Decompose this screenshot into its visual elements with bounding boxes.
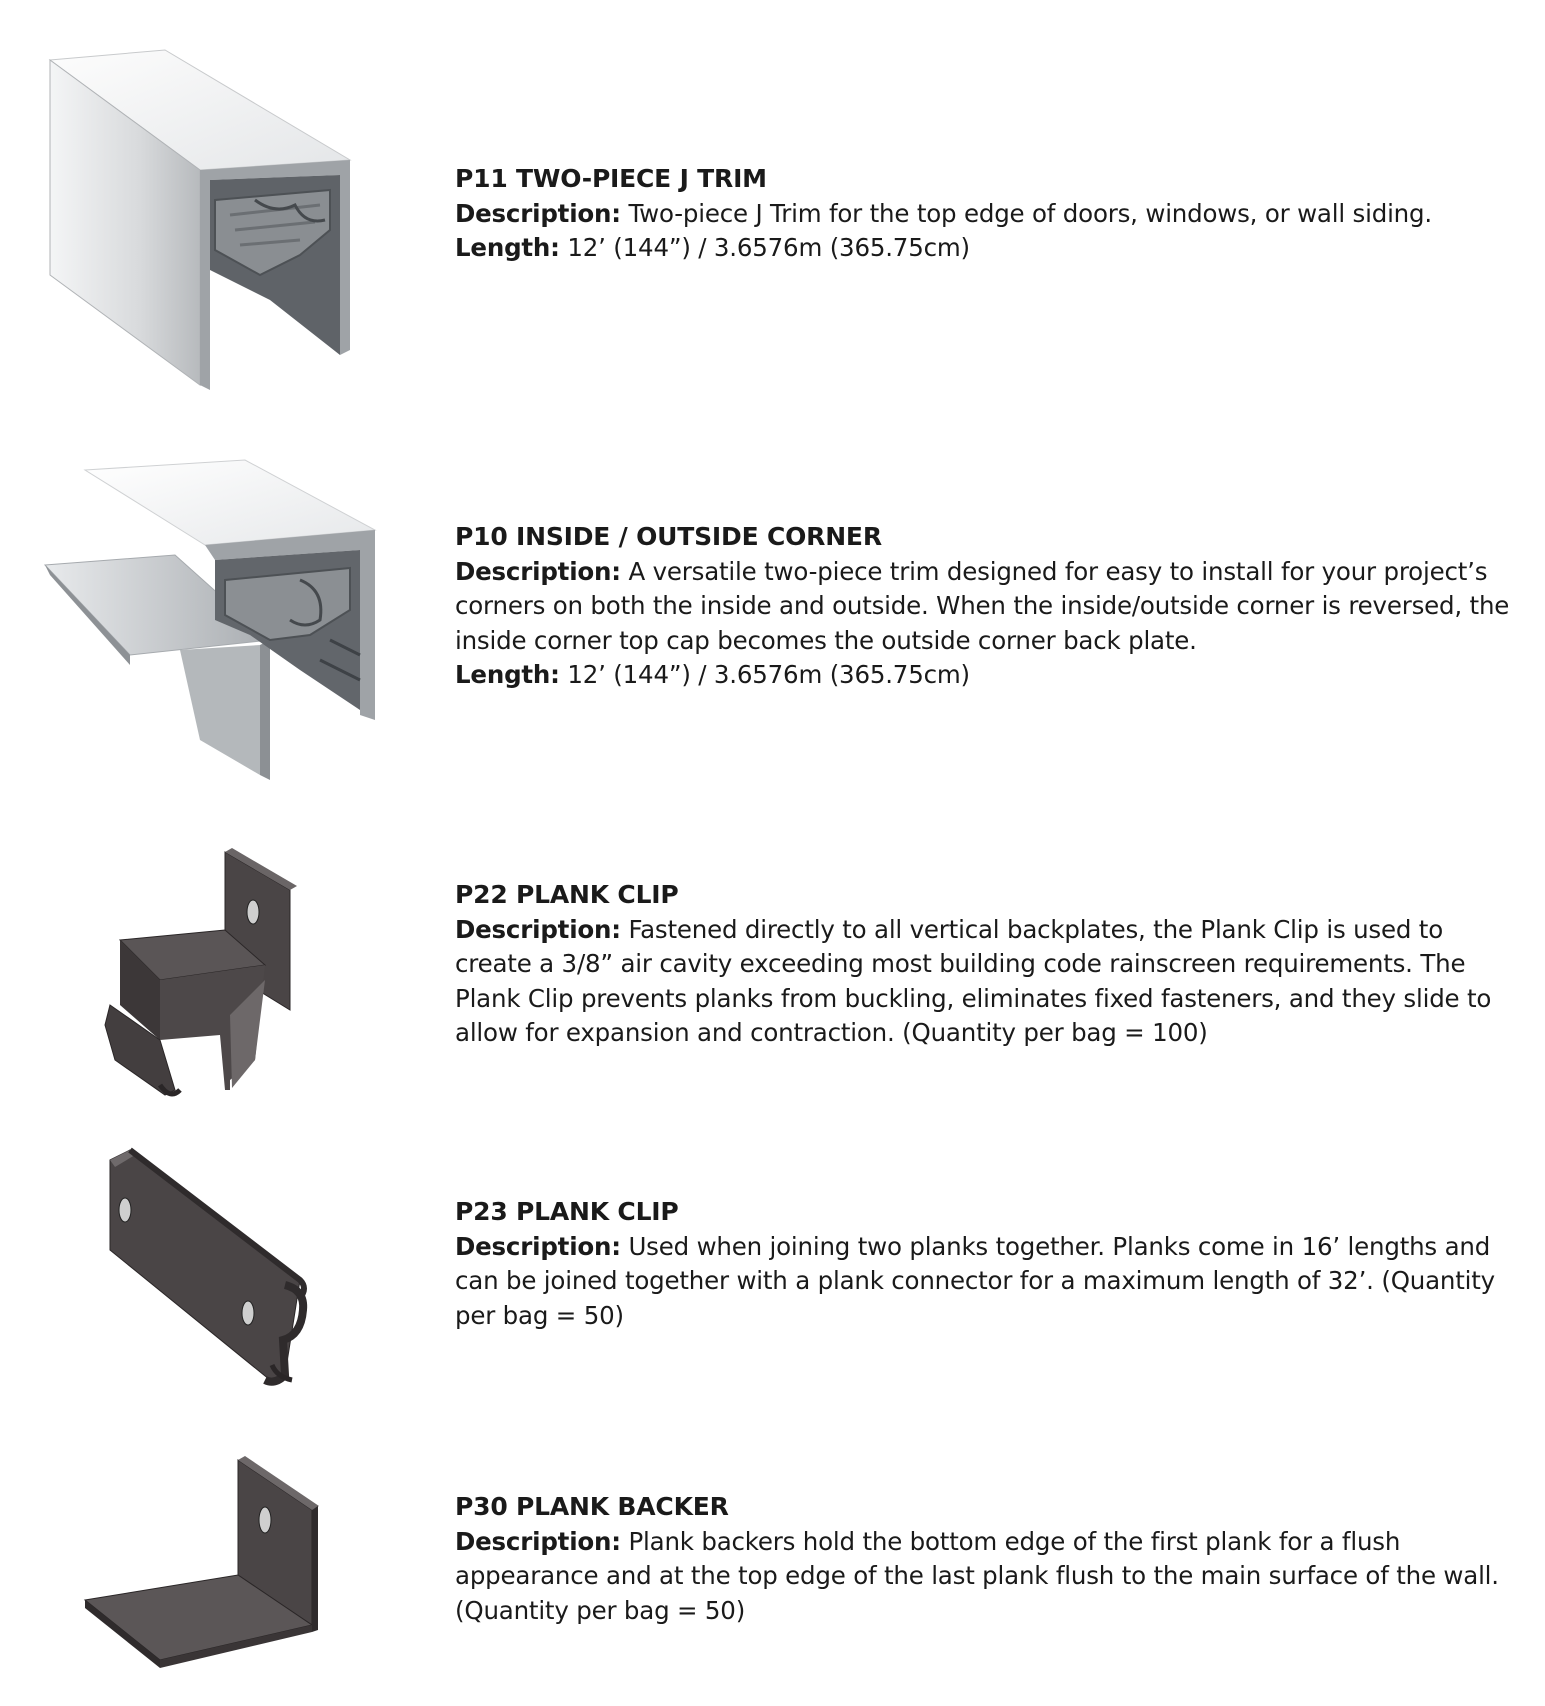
product-p23: [0, 1135, 1545, 1395]
product-p30: [0, 1440, 1545, 1700]
description-label: Description:: [455, 1526, 621, 1556]
length-value: 12’ (144”) / 3.6576m (365.75cm): [567, 233, 970, 262]
product-p11: [0, 0, 1545, 420]
description-text: A versatile two-piece trim designed for easy to install for your project’s corners on both the inside and outside. When the inside/outside corner is reversed, the inside corner top cap becomes the outside corner back plate.: [455, 556, 1510, 655]
length-value: 12’ (144”) / 3.6576m (365.75cm): [567, 660, 970, 689]
description-label: Description:: [455, 1231, 621, 1261]
description: [455, 913, 1515, 1051]
plank-clip-p22-icon: [0, 830, 400, 1120]
length: [455, 231, 1515, 266]
length-label: Length:: [455, 233, 560, 262]
description: [455, 197, 1515, 232]
product-title: P10 INSIDE / OUTSIDE CORNER: [455, 522, 882, 551]
description-text: Fastened directly to all vertical backplates, the Plank Clip is used to create a 3/8” air cavity exceeding most building code rainscreen requirements. The Plank Clip prevents planks from buckling, eliminates fixed fasteners, and they slide to allow for expansion and contraction. (Quantity per bag = 100): [455, 914, 1492, 1047]
description-label: Description:: [455, 914, 621, 944]
length: [455, 658, 1515, 693]
description-label: Description:: [455, 198, 621, 228]
description: [455, 1525, 1515, 1629]
description-label: Description:: [455, 556, 621, 586]
plank-backer-icon: [0, 1440, 400, 1700]
description: [455, 1230, 1515, 1334]
corner-trim-profile-icon: [0, 440, 400, 800]
product-p10: [0, 440, 1545, 800]
description: [455, 555, 1515, 659]
description-text: Used when joining two planks together. Planks come in 16’ lengths and can be joined together with a plank connector for a maximum length of 32’. (Quantity per bag = 50): [455, 1231, 1495, 1330]
j-trim-profile-icon: [0, 0, 400, 420]
product-title: P11 TWO-PIECE J TRIM: [455, 164, 767, 193]
product-title: P22 PLANK CLIP: [455, 880, 679, 909]
product-p22: [0, 830, 1545, 1120]
product-title: P30 PLANK BACKER: [455, 1492, 729, 1521]
plank-clip-p23-icon: [0, 1135, 400, 1395]
length-label: Length:: [455, 660, 560, 689]
description-text: Plank backers hold the bottom edge of the first plank for a flush appearance and at the top edge of the last plank flush to the main surface of the wall. (Quantity per bag = 50): [455, 1526, 1499, 1625]
description-text: Two-piece J Trim for the top edge of doors, windows, or wall siding.: [628, 198, 1432, 228]
product-title: P23 PLANK CLIP: [455, 1197, 679, 1226]
